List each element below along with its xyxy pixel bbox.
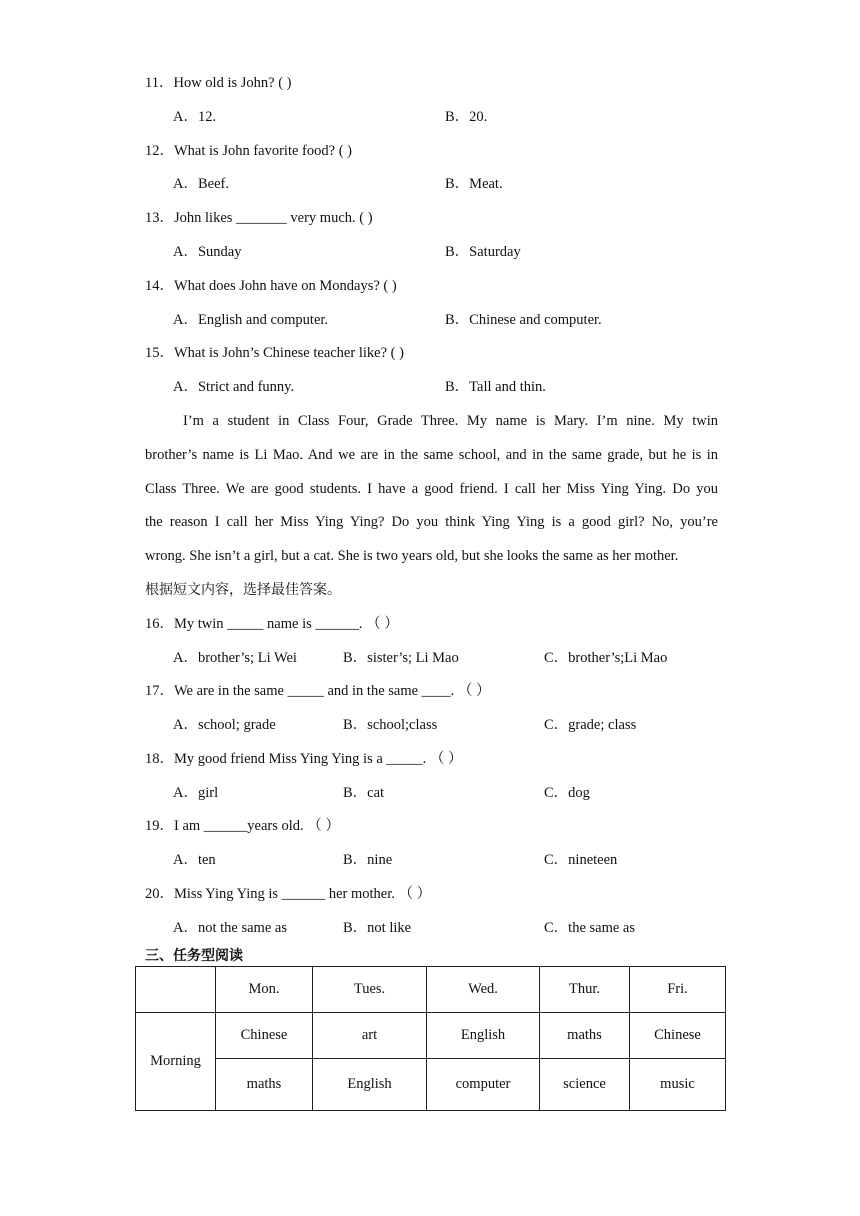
subject-cell: maths xyxy=(216,1059,313,1111)
passage-line-4: the reason I call her Miss Ying Ying? Do you think Ying Ying is a good girl? No, you’re xyxy=(145,514,718,530)
subject-cell: maths xyxy=(540,1013,630,1059)
question-14: 14．What does John have on Mondays? ( ) xyxy=(145,278,397,294)
row-label-morning: Morning xyxy=(136,1013,216,1111)
q15-option-a: A．Strict and funny. xyxy=(173,379,295,395)
passage-line-3: Class Three. We are good students. I have a good friend. I call her Miss Ying Ying. Do you xyxy=(145,481,718,497)
q16-option-c: C．brother’s;Li Mao xyxy=(544,650,668,666)
passage-line-2: brother’s name is Li Mao. And we are in the same school, and in the same grade, but he is in xyxy=(145,447,718,463)
subject-cell: English xyxy=(313,1059,427,1111)
q18-option-a: A．girl xyxy=(173,785,219,801)
q13-option-a: A．Sunday xyxy=(173,244,242,260)
q19-option-c: C．nineteen xyxy=(544,852,618,868)
q14-option-a: A．English and computer. xyxy=(173,312,329,328)
q18-option-b: B．cat xyxy=(343,785,385,801)
question-19: 19．I am ______years old. （ ） xyxy=(145,818,340,834)
day-header: Thur. xyxy=(540,967,630,1013)
q19-option-a: A．ten xyxy=(173,852,216,868)
question-13: 13．John likes _______ very much. ( ) xyxy=(145,210,373,226)
day-header: Tues. xyxy=(313,967,427,1013)
question-18: 18．My good friend Miss Ying Ying is a _____. （ ） xyxy=(145,751,463,767)
passage-line-5: wrong. She isn’t a girl, but a cat. She is two years old, but she looks the same as her mother. xyxy=(145,548,679,564)
q13-option-b: B．Saturday xyxy=(445,244,521,260)
q20-option-a: A．not the same as xyxy=(173,920,287,936)
day-header: Wed. xyxy=(427,967,540,1013)
day-header: Fri. xyxy=(630,967,726,1013)
question-16: 16．My twin _____ name is ______. （ ） xyxy=(145,616,399,632)
q16-option-a: A．brother’s; Li Wei xyxy=(173,650,297,666)
passage-instruction: 根据短文内容，选择最佳答案。 xyxy=(145,582,341,598)
q12-option-b: B．Meat. xyxy=(445,176,503,192)
section-title: 三、任务型阅读 xyxy=(145,948,243,964)
table-row xyxy=(136,1013,726,1059)
question-12: 12．What is John favorite food? ( ) xyxy=(145,143,352,159)
q17-option-c: C．grade; class xyxy=(544,717,637,733)
question-17: 17．We are in the same _____ and in the same ____. （ ） xyxy=(145,683,491,699)
timetable-header-row xyxy=(136,967,726,1013)
question-15: 15．What is John’s Chinese teacher like? ( ) xyxy=(145,345,404,361)
table-row xyxy=(136,1059,726,1111)
q18-option-c: C．dog xyxy=(544,785,590,801)
q11-option-b: B．20. xyxy=(445,109,488,125)
subject-cell: Chinese xyxy=(630,1013,726,1059)
subject-cell: English xyxy=(427,1013,540,1059)
q11-option-a: A．12. xyxy=(173,109,217,125)
q20-option-b: B．not like xyxy=(343,920,412,936)
q12-option-a: A．Beef. xyxy=(173,176,229,192)
subject-cell: computer xyxy=(427,1059,540,1111)
question-11: 11．How old is John? ( ) xyxy=(145,75,292,91)
subject-cell: art xyxy=(313,1013,427,1059)
passage-line-1: I’m a student in Class Four, Grade Three. My name is Mary. I’m nine. My twin xyxy=(183,413,718,429)
day-header: Mon. xyxy=(216,967,313,1013)
question-20: 20．Miss Ying Ying is ______ her mother. （ ） xyxy=(145,886,432,902)
q15-option-b: B．Tall and thin. xyxy=(445,379,546,395)
subject-cell: science xyxy=(540,1059,630,1111)
q16-option-b: B．sister’s; Li Mao xyxy=(343,650,459,666)
subject-cell: music xyxy=(630,1059,726,1111)
q20-option-c: C．the same as xyxy=(544,920,636,936)
q14-option-b: B．Chinese and computer. xyxy=(445,312,602,328)
timetable xyxy=(135,966,726,1111)
q19-option-b: B．nine xyxy=(343,852,393,868)
timetable-corner-cell xyxy=(136,967,216,1013)
q17-option-a: A．school; grade xyxy=(173,717,276,733)
subject-cell: Chinese xyxy=(216,1013,313,1059)
q17-option-b: B．school;class xyxy=(343,717,438,733)
